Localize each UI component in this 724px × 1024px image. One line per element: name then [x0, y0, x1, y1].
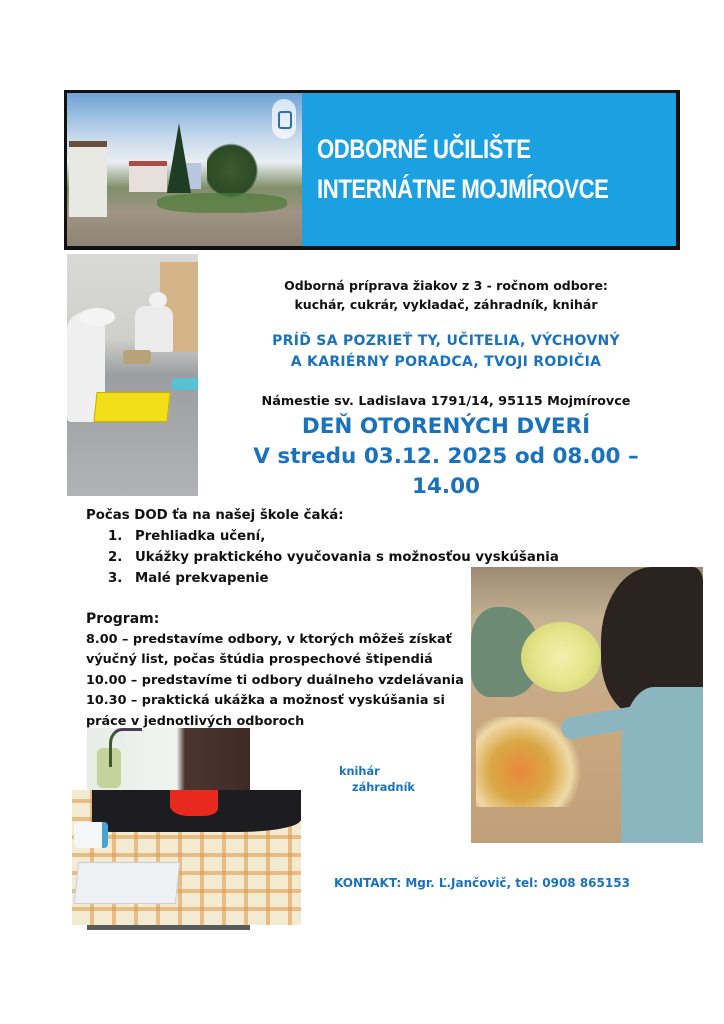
- photo-building: [129, 161, 167, 192]
- list-number: 2.: [108, 550, 123, 565]
- training-fields: kuchár, cukrár, vykladač, záhradník, knihár: [294, 297, 598, 312]
- event-block: [198, 412, 694, 502]
- photo-strip: [87, 925, 250, 930]
- program-section: [86, 609, 466, 732]
- offer-heading: Počas DOD ťa na našej škole čaká:: [86, 508, 344, 523]
- address: Námestie sv. Ladislava 1791/14, 95115 Mojmírovce: [261, 394, 631, 409]
- school-photo: [67, 93, 302, 246]
- invitation-line2: A KARIÉRNY PORADCA, TVOJI RODIČIA: [290, 354, 602, 370]
- training-intro: [198, 276, 694, 314]
- training-intro-line1: Odborná príprava žiakov z 3 - ročnom odbore:: [284, 278, 608, 293]
- invitation: [198, 331, 694, 373]
- floristry-photo: [471, 567, 703, 843]
- program-line: práce v jednotlivých odboroch: [86, 713, 305, 729]
- event-title: DEŇ OTORENÝCH DVERÍ: [301, 414, 591, 439]
- camera-icon: [272, 99, 296, 139]
- list-text: Ukážky praktického vyučovania s možnosťou vyskúšania: [135, 550, 559, 565]
- list-number: 1.: [108, 529, 123, 544]
- school-name-line2: INTERNÁTNE MOJMÍROVCE: [317, 174, 609, 204]
- bookbinding-photo: [72, 790, 301, 925]
- program-line: 10.30 – praktická ukážka a možnosť vyskúšania si: [86, 693, 445, 708]
- photo-spruce: [167, 123, 191, 193]
- photo-house: [69, 141, 107, 217]
- event-date: V stredu 03.12. 2025 od 08.00 –: [253, 444, 639, 469]
- school-name-line1: ODBORNÉ UČILIŠTE: [317, 134, 531, 164]
- list-text: Prehliadka učení,: [135, 529, 266, 544]
- bookbinder-label: knihár: [339, 765, 380, 778]
- program-line: 10.00 – predstavíme ti odbory duálneho vzdelávania: [86, 672, 464, 688]
- list-item: [86, 526, 559, 547]
- program-line: 8.00 – predstavíme odbory, v ktorých môžeš získať: [86, 631, 452, 647]
- school-name: [317, 129, 609, 209]
- contact-info: KONTAKT: Mgr. Ľ.Jančovič, tel: 0908 865153: [334, 876, 630, 890]
- gardener-label: záhradník: [352, 781, 415, 794]
- list-number: 3.: [108, 571, 123, 586]
- kitchen-photo: [67, 254, 198, 496]
- photo-trees: [207, 143, 267, 198]
- invitation-line1: PRÍĎ SA POZRIEŤ TY, UČITELIA, VÝCHOVNÝ: [272, 333, 620, 349]
- program-heading: Program:: [86, 611, 160, 627]
- photo-grass: [157, 193, 287, 213]
- list-item: [86, 547, 559, 568]
- header-banner: [64, 90, 680, 250]
- plant-photo: [87, 728, 250, 792]
- program-line: výučný list, počas štúdia prospechové štipendiá: [86, 652, 433, 667]
- event-end-time: 14.00: [411, 474, 480, 499]
- list-text: Malé prekvapenie: [135, 571, 269, 586]
